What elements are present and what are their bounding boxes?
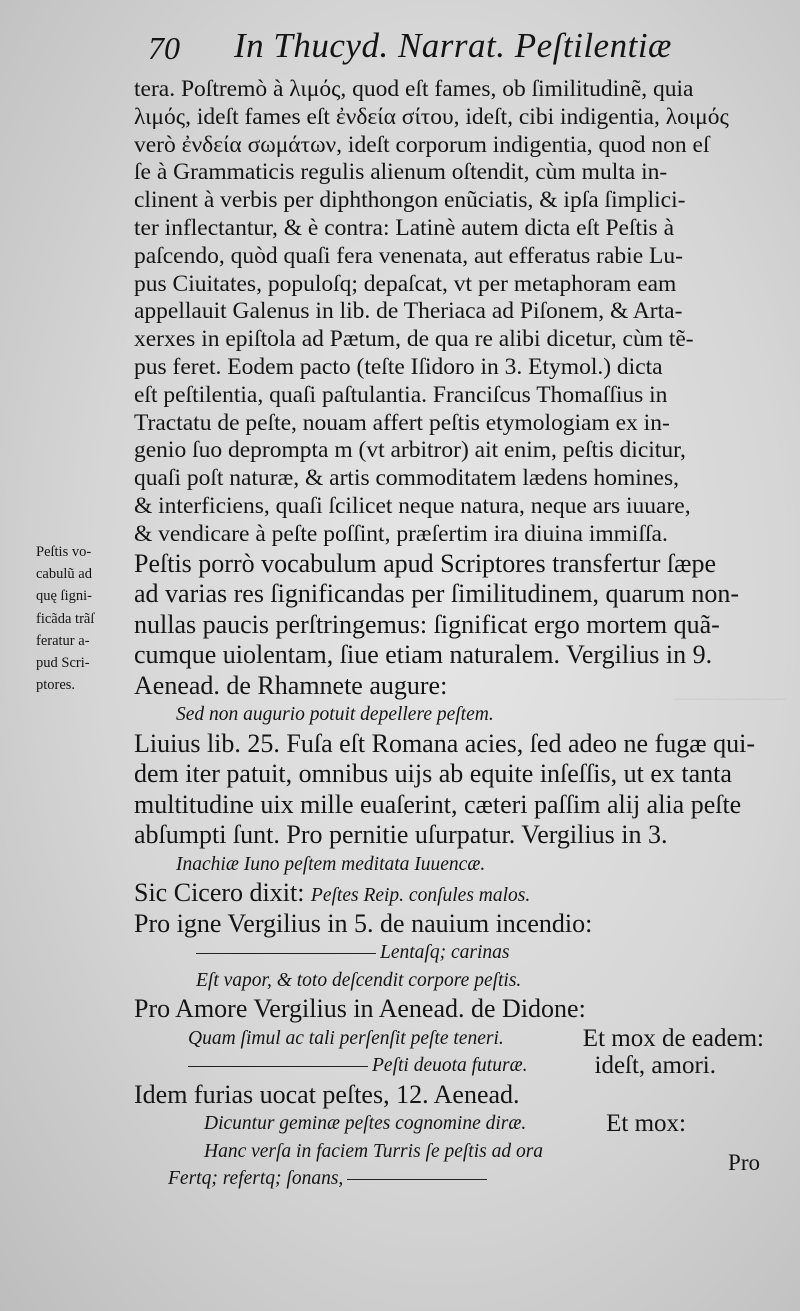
text-line: & vendicare à peſte poſſint, præſertim ira diuina immiſſa. xyxy=(134,520,668,547)
elision-rule xyxy=(196,953,376,954)
margin-note-line: pud Scri- xyxy=(36,655,90,672)
text-line: quaſi poſt naturæ, & artis commoditatem lædens homines, xyxy=(134,465,679,492)
verse-fragment: Lentaſq; carinas xyxy=(380,942,510,964)
elision-rule xyxy=(188,1066,368,1067)
text-line: & interficiens, quaſi ſcilicet neque natura, neque ars iuuare, xyxy=(134,492,691,519)
cicero-quote: Peſtes Reip. conſules malos. xyxy=(310,885,531,907)
cicero-line xyxy=(134,878,774,909)
text-line: Aenead. de Rhamnete augure: xyxy=(134,670,448,700)
text-line: eſt peſtilentia, quaſi paſtulantia. Franciſcus Thomaſſius in xyxy=(134,381,668,408)
verse-quote xyxy=(134,1110,774,1138)
text-line: ad varias res ſignificandas per ſimilitudinem, quarum non- xyxy=(134,579,740,609)
verse-quote xyxy=(134,939,774,967)
text-line: λιμός, ideſt fames eſt ἐνδεία σίτου, ideſt, cibi indigentia, λοιμός xyxy=(134,103,729,130)
verse-quote: Inachiæ Iuno peſtem meditata Iuuencæ. xyxy=(176,853,486,875)
text-line: Pro igne Vergilius in 5. de nauium incendio: xyxy=(134,908,593,938)
page-number: 70 xyxy=(148,30,180,66)
text-line: ſe à Grammaticis regulis alienum oſtendit, cùm multa in- xyxy=(134,159,668,186)
text-line: multitudine uix mille euaſerint, cæteri paſſim alij alia peſte xyxy=(134,789,742,819)
text-line: Pro Amore Vergilius in Aenead. de Didone: xyxy=(134,994,586,1024)
catchword: Pro xyxy=(728,1150,760,1175)
text-line: nullas paucis perſtringemus: ſignificat ergo mortem quã- xyxy=(134,609,720,639)
verse-quote: Sed non augurio potuit depellere peſtem. xyxy=(176,704,494,726)
text-line: pus feret. Eodem pacto (teſte Iſidoro in 3. Etymol.) dicta xyxy=(134,353,663,380)
verse-aside: Et mox de eadem: xyxy=(582,1024,764,1052)
verse-quote xyxy=(134,1052,774,1080)
verse-fragment: Peſti deuota futuræ. xyxy=(372,1055,528,1077)
verse-fragment: Quam ſimul ac tali perſenſit peſte teneri. xyxy=(188,1027,504,1049)
bleed-through-text: ——————— xyxy=(674,690,786,707)
page-header xyxy=(148,22,760,70)
verse-quote: Hanc verſa in faciem Turris ſe peſtis ad ora xyxy=(204,1140,544,1162)
text-line: Liuius lib. 25. Fuſa eſt Romana acies, ſed adeo ne fugæ qui- xyxy=(134,728,755,758)
margin-note-line: ptores. xyxy=(36,677,76,694)
text-line: tera. Poſtremò à λιμός, quod eſt fames, ob ſimilitudinẽ, quia xyxy=(134,76,694,102)
text-line: xerxes in epiſtola ad Pætum, de qua re alibi dicetur, cùm tẽ- xyxy=(134,326,694,353)
margin-note xyxy=(36,541,128,696)
main-text xyxy=(134,76,774,1193)
text-line: cumque uiolentam, ſiue etiam naturalem. Vergilius in 9. xyxy=(134,640,713,670)
text-line: ter inflectantur, & è contra: Latinè autem dicta eſt Peſtis à xyxy=(134,214,674,241)
verse-fragment: Dicuntur geminæ peſtes cognomine diræ. xyxy=(204,1113,527,1135)
running-title: In Thucyd. Narrat. Peſtilentiæ xyxy=(234,26,672,65)
verse-quote xyxy=(134,1025,774,1053)
margin-note-line: quę ſigni- xyxy=(36,588,92,605)
cicero-lead: Sic Cicero dixit: xyxy=(134,878,305,908)
text-line: clinent à verbis per diphthongon enũciatis, & ipſa ſimplici- xyxy=(134,187,686,214)
verse-quote xyxy=(134,1165,774,1193)
verse-aside: ideſt, amori. xyxy=(594,1052,716,1080)
verse-aside: Et mox: xyxy=(606,1110,686,1138)
text-line: abſumpti ſunt. Pro pernitie uſurpatur. Vergilius in 3. xyxy=(134,820,668,850)
text-line: appellauit Galenus in lib. de Theriaca ad Piſonem, & Arta- xyxy=(134,298,683,325)
text-line: dem iter patuit, omnibus uijs ab equite inſeſſis, ut ex tanta xyxy=(134,759,732,789)
elision-rule xyxy=(347,1179,487,1180)
text-line: genio ſuo deprompta m (vt arbitror) ait enim, peſtis dicitur, xyxy=(134,437,686,464)
margin-note-line: cabulũ ad xyxy=(36,566,92,583)
text-line: Peſtis porrò vocabulum apud Scriptores transfertur ſæpe xyxy=(134,548,716,578)
margin-note-line: Peſtis vo- xyxy=(36,544,92,560)
text-line: Idem furias uocat peſtes, 12. Aenead. xyxy=(134,1079,520,1109)
text-line: paſcendo, quòd quaſi fera venenata, aut efferatus rabie Lu- xyxy=(134,242,683,269)
verse-fragment: Fertq; refertq; ſonans, xyxy=(168,1168,344,1190)
margin-note-line: feratur a- xyxy=(36,632,90,649)
text-line: Tractatu de peſte, nouam affert peſtis etymologiam ex in- xyxy=(134,409,670,436)
text-line: verò ἐνδεία σωμάτων, ideſt corporum indigentia, quod non eſ xyxy=(134,131,710,158)
text-line: pus Ciuitates, populoſq; depaſcat, vt per metaphoram eam xyxy=(134,270,677,297)
verse-quote: Eſt vapor, & toto deſcendit corpore peſtis. xyxy=(196,969,522,991)
margin-note-line: ficãda trãſ xyxy=(36,610,95,627)
